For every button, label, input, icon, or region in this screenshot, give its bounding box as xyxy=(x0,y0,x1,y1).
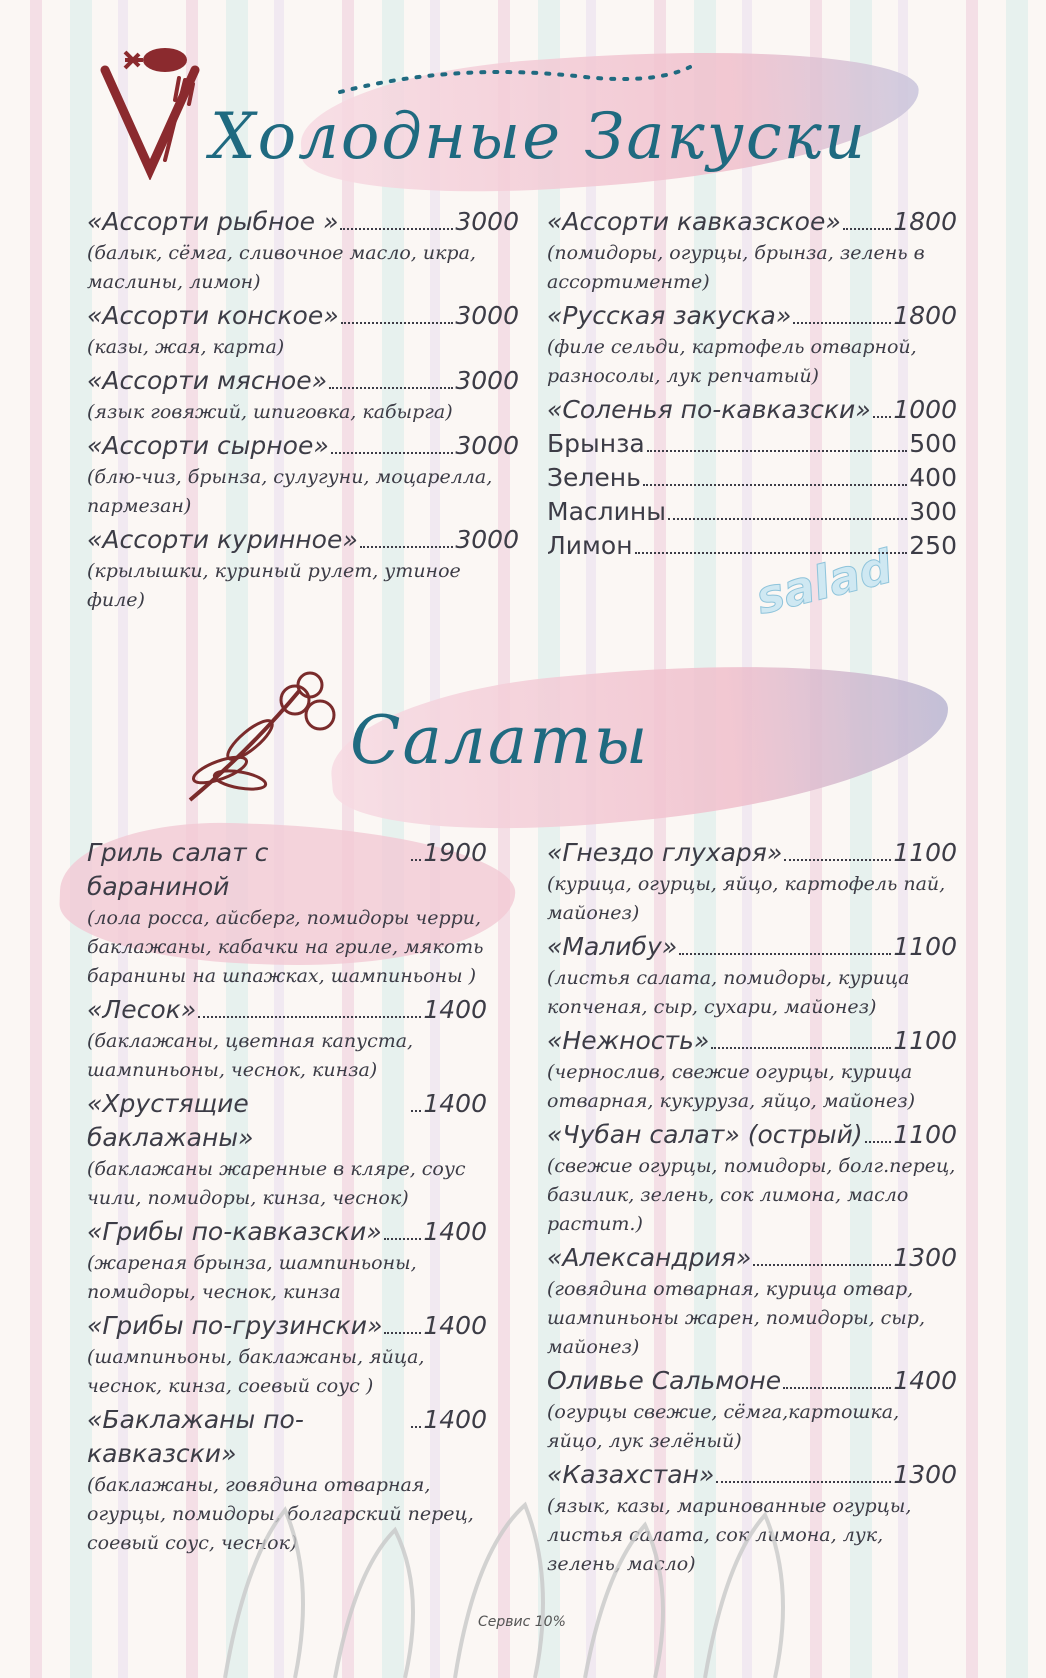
menu-item-description: (филе сельди, картофель отварной, разносолы, лук репчатый) xyxy=(547,336,917,387)
dot-leader xyxy=(411,1110,421,1112)
menu-item xyxy=(87,1087,487,1213)
menu-item-price: 1400 xyxy=(423,1311,487,1340)
menu-item-row xyxy=(547,205,957,239)
menu-item-name: «Ассорти мясное» xyxy=(87,366,328,395)
menu-item-row xyxy=(547,427,957,461)
menu-item-row xyxy=(87,1309,487,1343)
menu-item-price: 1100 xyxy=(893,932,957,961)
menu-item-description: (язык, казы, маринованные огурцы, листья салата, сок лимона, лук, зелень, масло) xyxy=(547,1495,912,1575)
dot-leader xyxy=(384,1238,422,1240)
menu-item xyxy=(547,1118,957,1239)
menu-item-name: «Русская закуска» xyxy=(547,301,792,330)
menu-item-description: (баклажаны жаренные в кляре, соус чили, помидоры, кинза, чеснок) xyxy=(87,1158,466,1209)
menu-item-name: «Хрустящие баклажаны» xyxy=(87,1089,254,1152)
menu-item-name: «Гнездо глухаря» xyxy=(547,838,783,867)
menu-item-price: 1900 xyxy=(423,838,487,867)
salads-right-column xyxy=(547,836,957,1581)
salad-stamp: salad xyxy=(750,539,898,625)
menu-item-row xyxy=(547,299,957,333)
menu-item-name: Брынза xyxy=(547,429,645,458)
menu-item-price: 250 xyxy=(909,531,957,560)
menu-item-row xyxy=(87,364,519,398)
menu-item-price: 500 xyxy=(909,429,957,458)
menu-item-price: 1400 xyxy=(893,1366,957,1395)
menu-item-row xyxy=(87,523,519,557)
menu-item xyxy=(547,529,957,563)
menu-item-row xyxy=(547,461,957,495)
menu-item-row xyxy=(547,495,957,529)
menu-item-row xyxy=(547,836,957,870)
menu-item-price: 3000 xyxy=(455,301,519,330)
menu-item-price: 3000 xyxy=(455,366,519,395)
menu-item-row xyxy=(547,529,957,563)
menu-item xyxy=(87,1309,487,1401)
menu-item-name: «Лесок» xyxy=(87,995,197,1024)
menu-item-price: 1400 xyxy=(423,1405,487,1434)
dot-leader xyxy=(411,1426,421,1428)
dot-leader xyxy=(873,416,892,418)
menu-item-name: «Казахстан» xyxy=(547,1460,715,1489)
menu-item xyxy=(547,205,957,297)
menu-item-description: (блю-чиз, брынза, сулугуни, моцарелла, пармезан) xyxy=(87,466,493,517)
menu-item-row xyxy=(547,1118,957,1152)
dot-leader xyxy=(716,1481,891,1483)
cold-left-column xyxy=(87,205,519,617)
menu-item-name: «Баклажаны по-кавказски» xyxy=(87,1405,304,1468)
menu-item xyxy=(547,393,957,427)
menu-item-price: 1300 xyxy=(893,1243,957,1272)
menu-item xyxy=(547,1364,957,1456)
menu-item-name: «Ассорти кавказское» xyxy=(547,207,841,236)
menu-item-price: 1800 xyxy=(893,301,957,330)
menu-item xyxy=(547,930,957,1022)
leaves-decoration xyxy=(205,1500,845,1678)
menu-item-description: (баклажаны, говядина отварная, огурцы, помидоры, болгарский перец, соевый соус, чеснок) xyxy=(87,1474,474,1554)
menu-item xyxy=(87,364,519,427)
salads-left-column xyxy=(87,836,487,1560)
menu-item-row xyxy=(87,429,519,463)
menu-item xyxy=(87,836,487,991)
dot-leader xyxy=(643,484,907,486)
menu-item-price: 400 xyxy=(909,463,957,492)
menu-item-name: «Ассорти куринное» xyxy=(87,525,358,554)
olive-branch-icon xyxy=(180,670,350,810)
menu-item-description: (говядина отварная, курица отвар, шампиньоны жарен, помидоры, сыр, майонез) xyxy=(547,1278,925,1358)
menu-item-price: 1100 xyxy=(893,1120,957,1149)
menu-item-price: 3000 xyxy=(455,207,519,236)
dot-leader xyxy=(679,953,891,955)
menu-item-description: (помидоры, огурцы, брынза, зелень в ассортименте) xyxy=(547,242,925,293)
menu-item-name: «Ассорти рыбное » xyxy=(87,207,339,236)
menu-item xyxy=(547,427,957,461)
menu-item-name: Лимон xyxy=(547,531,633,560)
dot-leader xyxy=(647,450,908,452)
menu-item-name: «Александрия» xyxy=(547,1243,752,1272)
menu-item-row xyxy=(87,993,487,1027)
menu-item-row xyxy=(547,930,957,964)
menu-item-description: (баклажаны, цветная капуста, шампиньоны, чеснок, кинза) xyxy=(87,1030,414,1081)
menu-item-description: (жареная брынза, шампиньоны, помидоры, чеснок, кинза xyxy=(87,1252,417,1303)
salads-section-title: Салаты xyxy=(350,702,650,779)
menu-item xyxy=(547,1241,957,1362)
menu-item-name: «Чубан салат» (острый) xyxy=(547,1120,863,1149)
menu-item xyxy=(547,1024,957,1116)
menu-item-row xyxy=(87,1403,487,1471)
dot-leader xyxy=(198,1016,421,1018)
menu-item xyxy=(87,205,519,297)
menu-item-row xyxy=(87,299,519,333)
menu-item-price: 3000 xyxy=(455,431,519,460)
menu-item xyxy=(547,836,957,928)
menu-item-row xyxy=(547,1241,957,1275)
dot-leader xyxy=(360,546,454,548)
menu-item-row xyxy=(87,1087,487,1155)
menu-item-price: 300 xyxy=(909,497,957,526)
dot-leader xyxy=(711,1047,891,1049)
menu-item-description: (крылышки, куриный рулет, утиное филе) xyxy=(87,560,461,611)
menu-item-price: 1100 xyxy=(893,1026,957,1055)
dot-leader xyxy=(865,1141,892,1143)
menu-item xyxy=(547,495,957,529)
menu-item-price: 1400 xyxy=(423,995,487,1024)
menu-item-name: «Нежность» xyxy=(547,1026,710,1055)
menu-item-name: «Соленья по-кавказски» xyxy=(547,395,871,424)
menu-item xyxy=(547,461,957,495)
menu-item-row xyxy=(547,393,957,427)
menu-item-description: (шампиньоны, баклажаны, яйца, чеснок, кинза, соевый соус ) xyxy=(87,1346,425,1397)
dot-leader xyxy=(635,552,908,554)
menu-item-name: Гриль салат с бараниной xyxy=(87,838,269,901)
dotted-swirl xyxy=(335,62,695,102)
menu-item-description: (балык, сёмга, сливочное масло, икра, маслины, лимон) xyxy=(87,242,476,293)
menu-item-row xyxy=(547,1364,957,1398)
menu-item-row xyxy=(547,1024,957,1058)
menu-item-name: Маслины xyxy=(547,497,666,526)
dot-leader xyxy=(341,322,454,324)
dot-leader xyxy=(783,1387,891,1389)
menu-item-row xyxy=(547,1458,957,1492)
dot-leader xyxy=(843,228,892,230)
menu-item-description: (чернослив, свежие огурцы, курица отварная, кукуруза, яйцо, майонез) xyxy=(547,1061,916,1112)
menu-item xyxy=(87,523,519,615)
menu-item-description: (огурцы свежие, сёмга,картошка, яйцо, лук зелёный) xyxy=(547,1401,900,1452)
menu-item xyxy=(87,429,519,521)
menu-item xyxy=(87,1215,487,1307)
menu-item-name: Зелень xyxy=(547,463,641,492)
dot-leader xyxy=(668,518,907,520)
menu-item-price: 1000 xyxy=(893,395,957,424)
menu-item-price: 1400 xyxy=(423,1217,487,1246)
dot-leader xyxy=(793,322,891,324)
menu-item-price: 1300 xyxy=(893,1460,957,1489)
dot-leader xyxy=(753,1264,891,1266)
dot-leader xyxy=(384,1332,421,1334)
menu-item-description: (курица, огурцы, яйцо, картофель пай, майонез) xyxy=(547,873,946,924)
menu-item-row xyxy=(87,205,519,239)
menu-item-description: (свежие огурцы, помидоры, болг.перец, базилик, зелень, сок лимона, масло растит.) xyxy=(547,1155,956,1235)
menu-item-name: «Ассорти сырное» xyxy=(87,431,329,460)
dot-leader xyxy=(329,387,453,389)
menu-item xyxy=(547,299,957,391)
menu-item-name: «Грибы по-кавказски» xyxy=(87,1217,382,1246)
dot-leader xyxy=(331,452,454,454)
dot-leader xyxy=(340,228,453,230)
cold-right-column xyxy=(547,205,957,563)
menu-item-description: (листья салата, помидоры, курица копченая, сыр, сухари, майонез) xyxy=(547,967,910,1018)
menu-item-name: «Ассорти конское» xyxy=(87,301,339,330)
menu-item-price: 3000 xyxy=(455,525,519,554)
menu-item-price: 1400 xyxy=(423,1089,487,1118)
menu-item-description: (язык говяжий, шпиговка, кабырга) xyxy=(87,401,453,423)
dot-leader xyxy=(784,859,891,861)
service-charge-note: Сервис 10% xyxy=(478,1614,566,1630)
menu-item-row xyxy=(87,836,487,904)
cold-section-title: Холодные Закуски xyxy=(210,100,868,174)
menu-item-name: «Грибы по-грузински» xyxy=(87,1311,383,1340)
menu-item-description: (казы, жая, карта) xyxy=(87,336,285,358)
menu-item xyxy=(87,299,519,362)
menu-item-description: (лола росса, айсберг, помидоры черри, баклажаны, кабачки на гриле, мякоть баранины на шпажках, шампиньоны ) xyxy=(87,907,484,987)
menu-item-name: «Малибу» xyxy=(547,932,678,961)
menu-item-price: 1100 xyxy=(893,838,957,867)
dot-leader xyxy=(411,859,421,861)
menu-item-name: Оливье Сальмоне xyxy=(547,1366,782,1395)
menu-item-price: 1800 xyxy=(893,207,957,236)
fish-fork-icon xyxy=(95,40,205,180)
menu-item xyxy=(87,993,487,1085)
menu-item-row xyxy=(87,1215,487,1249)
